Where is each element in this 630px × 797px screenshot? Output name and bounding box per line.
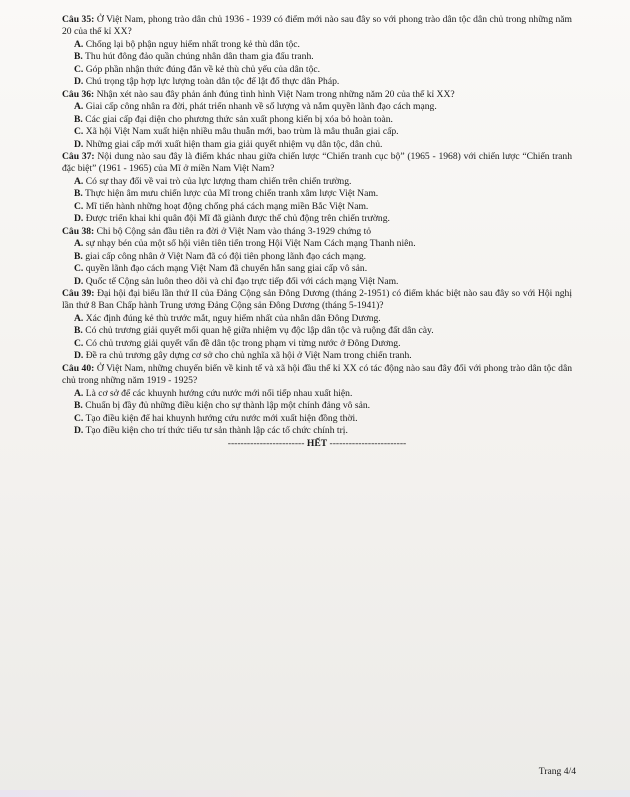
option-text: Những giai cấp mới xuất hiện tham gia giải quyết nhiệm vụ dân tộc, dân chủ. bbox=[85, 138, 383, 150]
option-text: giai cấp công nhân ở Việt Nam đã có đội tiên phong lãnh đạo cách mạng. bbox=[85, 250, 367, 262]
answer-option bbox=[62, 114, 572, 126]
question-stem bbox=[62, 288, 572, 313]
option-text: Là cơ sở để các khuynh hướng cứu nước mới nối tiếp nhau xuất hiện. bbox=[85, 387, 353, 399]
option-letter: C. bbox=[74, 63, 84, 75]
answer-option bbox=[62, 126, 572, 138]
answer-option bbox=[62, 313, 572, 325]
option-letter: B. bbox=[74, 400, 83, 412]
option-text: Các giai cấp đại diện cho phương thức sản xuất phong kiến bị xóa bỏ hoàn toàn. bbox=[85, 113, 393, 125]
scan-edge bbox=[0, 790, 630, 797]
option-letter: B. bbox=[74, 325, 83, 337]
answer-option bbox=[62, 338, 572, 350]
end-marker bbox=[62, 438, 572, 450]
option-text: Quốc tế Cộng sản luôn theo dõi và chỉ đạo trực tiếp đối với cách mạng Việt Nam. bbox=[85, 275, 399, 287]
option-text: Có sự thay đổi về vai trò của lực lượng tham chiến trên chiến trường. bbox=[85, 175, 352, 187]
end-label: HẾT bbox=[306, 438, 328, 450]
option-letter: B. bbox=[74, 51, 83, 63]
question-number: Câu 39: bbox=[62, 287, 95, 299]
question-stem bbox=[62, 14, 572, 39]
answer-option bbox=[62, 139, 572, 151]
question-number: Câu 36: bbox=[62, 88, 95, 100]
question-number: Câu 35: bbox=[62, 14, 95, 25]
option-text: Được triển khai khi quân đội Mĩ đã giành được thế chủ động trên chiến trường. bbox=[85, 213, 390, 225]
answer-option bbox=[62, 64, 572, 76]
answer-option bbox=[62, 325, 572, 337]
option-letter: C. bbox=[74, 200, 84, 212]
question-number: Câu 38: bbox=[62, 225, 95, 237]
option-letter: B. bbox=[74, 188, 83, 200]
question-stem bbox=[62, 89, 572, 101]
question-block bbox=[62, 288, 572, 363]
question-text: Ở Việt Nam, những chuyển biến về kinh tế và xã hội đầu thế kỉ XX có tác động nào sau đây đối với phong trào dân tộc dân chủ trong những năm 1919 - 1925? bbox=[62, 362, 572, 387]
answer-option bbox=[62, 413, 572, 425]
answer-option bbox=[62, 388, 572, 400]
option-text: Chuẩn bị đầy đủ những điều kiện cho sự thành lập một chính đảng vô sản. bbox=[85, 400, 371, 412]
question-number: Câu 40: bbox=[62, 362, 95, 374]
question-number: Câu 37: bbox=[62, 150, 95, 162]
answer-option bbox=[62, 188, 572, 200]
question-text: Đại hội đại biểu lần thứ II của Đảng Cộng sản Đông Dương (tháng 2-1951) có điểm khác biệt nào sau đây so với Hội nghị lần thứ 8 Ban Chấp hành Trung ương Đảng Cộng sản Đông Dương (tháng 5-1941)? bbox=[62, 287, 572, 312]
option-letter: C. bbox=[74, 412, 84, 424]
question-block bbox=[62, 14, 572, 89]
option-letter: C. bbox=[74, 337, 84, 349]
option-text: Giai cấp công nhân ra đời, phát triển nhanh về số lượng và nắm quyền lãnh đạo cách mạng. bbox=[85, 101, 437, 113]
option-letter: B. bbox=[74, 113, 83, 125]
option-letter: A. bbox=[74, 238, 84, 250]
question-block bbox=[62, 226, 572, 288]
question-stem bbox=[62, 151, 572, 176]
option-letter: D. bbox=[74, 76, 84, 88]
page-number: Trang 4/4 bbox=[538, 766, 576, 777]
question-list bbox=[62, 14, 572, 451]
option-text: Có chủ trương giải quyết vấn đề dân tộc trong phạm vi từng nước ở Đông Dương. bbox=[85, 337, 401, 349]
option-letter: A. bbox=[74, 101, 84, 113]
option-letter: C. bbox=[74, 263, 84, 275]
option-text: Chú trọng tập hợp lực lượng toàn dân tộc để lật đổ thực dân Pháp. bbox=[85, 76, 340, 88]
question-stem bbox=[62, 226, 572, 238]
option-letter: D. bbox=[74, 138, 84, 150]
answer-option bbox=[62, 425, 572, 437]
question-text: Chi bộ Cộng sản đầu tiên ra đời ở Việt Nam vào tháng 3-1929 chứng tỏ bbox=[96, 225, 372, 237]
option-text: Chống lại bộ phận nguy hiểm nhất trong kẻ thù dân tộc. bbox=[85, 38, 300, 50]
option-text: Tạo điều kiện cho trí thức tiểu tư sản thành lập các tổ chức chính trị. bbox=[85, 424, 348, 436]
question-text: Nội dung nào sau đây là điểm khác nhau giữa chiến lược “Chiến tranh cục bộ” (1965 - 1968) với chiến lược “Chiến tranh đặc biệt” (1961 - 1965) của Mĩ ở miền Nam Việt Nam? bbox=[62, 150, 572, 175]
option-text: Mĩ tiến hành những hoạt động chống phá cách mạng miền Bắc Việt Nam. bbox=[85, 200, 369, 212]
option-text: Thực hiện âm mưu chiến lược của Mĩ trong chiến tranh xâm lược Việt Nam. bbox=[85, 188, 379, 200]
answer-option bbox=[62, 39, 572, 51]
answer-option bbox=[62, 51, 572, 63]
end-dashes-left: ------------------------ bbox=[227, 438, 305, 450]
option-text: Xác định đúng kẻ thù trước mắt, nguy hiểm nhất của nhân dân Đông Dương. bbox=[85, 312, 381, 324]
answer-option bbox=[62, 76, 572, 88]
answer-option bbox=[62, 176, 572, 188]
option-letter: D. bbox=[74, 275, 84, 287]
option-letter: A. bbox=[74, 175, 84, 187]
answer-option bbox=[62, 400, 572, 412]
answer-option bbox=[62, 101, 572, 113]
answer-option bbox=[62, 201, 572, 213]
end-dashes-right: ------------------------ bbox=[329, 438, 407, 450]
option-letter: C. bbox=[74, 126, 84, 138]
option-text: Xã hội Việt Nam xuất hiện nhiều mâu thuẫn mới, bao trùm là mâu thuẫn giai cấp. bbox=[85, 126, 399, 138]
option-text: quyền lãnh đạo cách mạng Việt Nam đã chuyển hẳn sang giai cấp vô sản. bbox=[85, 263, 368, 275]
option-text: Góp phần nhận thức đúng đắn về kẻ thù chủ yếu của dân tộc. bbox=[85, 63, 321, 75]
option-letter: D. bbox=[74, 213, 84, 225]
answer-option bbox=[62, 350, 572, 362]
option-letter: B. bbox=[74, 250, 83, 262]
option-letter: A. bbox=[74, 312, 84, 324]
option-text: Đề ra chủ trương gây dựng cơ sở cho chủ nghĩa xã hội ở Việt Nam trong chiến tranh. bbox=[85, 350, 412, 362]
option-text: Tạo điều kiện để hai khuynh hướng cứu nước mới xuất hiện đồng thời. bbox=[85, 412, 358, 424]
question-text: Nhận xét nào sau đây phản ánh đúng tình hình Việt Nam trong những năm 20 của thế kỉ XX? bbox=[96, 88, 455, 100]
answer-option bbox=[62, 238, 572, 250]
question-block bbox=[62, 89, 572, 151]
question-block bbox=[62, 363, 572, 438]
option-letter: A. bbox=[74, 38, 84, 50]
option-letter: A. bbox=[74, 387, 84, 399]
question-text: Ở Việt Nam, phong trào dân chủ 1936 - 1939 có điểm mới nào sau đây so với phong trào dân tộc dân chủ trong những năm 20 của thế kỉ XX? bbox=[62, 14, 573, 38]
option-text: Có chủ trương giải quyết mối quan hệ giữa nhiệm vụ độc lập dân tộc và ruộng đất dân cày. bbox=[85, 325, 434, 337]
option-text: sự nhạy bén của một số hội viên tiên tiến trong Hội Việt Nam Cách mạng Thanh niên. bbox=[85, 238, 416, 250]
answer-option bbox=[62, 213, 572, 225]
question-block bbox=[62, 151, 572, 226]
option-letter: D. bbox=[74, 424, 84, 436]
answer-option bbox=[62, 276, 572, 288]
answer-option bbox=[62, 263, 572, 275]
option-letter: D. bbox=[74, 350, 84, 362]
answer-option bbox=[62, 251, 572, 263]
option-text: Thu hút đông đảo quần chúng nhân dân tham gia đấu tranh. bbox=[85, 51, 314, 63]
question-stem bbox=[62, 363, 572, 388]
